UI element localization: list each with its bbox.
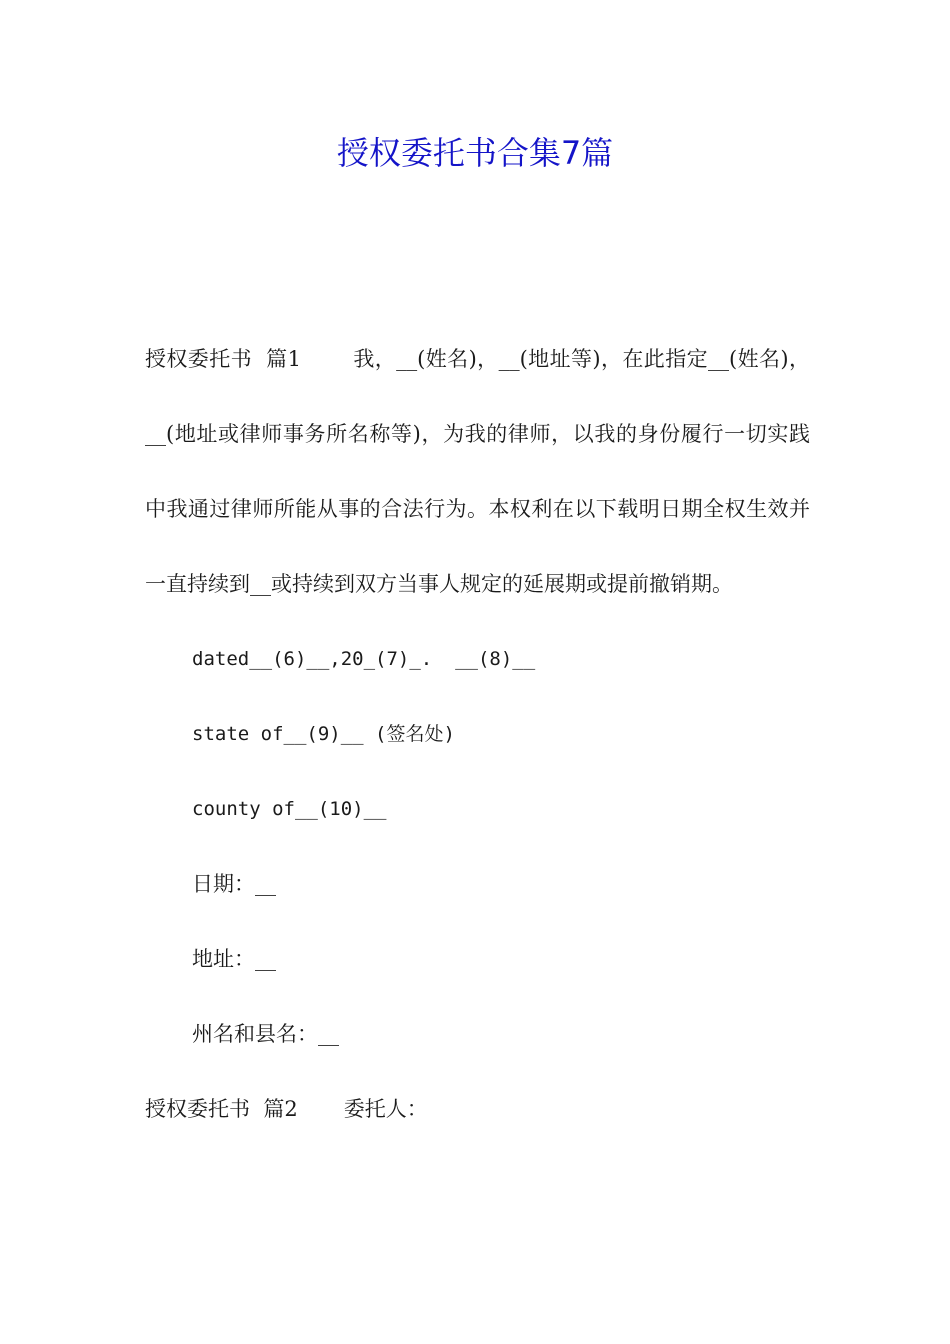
section-2-principal-label: 委托人： xyxy=(343,1097,428,1121)
state-line: state of__(9)__ (签名处) xyxy=(192,723,455,745)
county-line: county of__(10)__ xyxy=(192,798,387,820)
address-line: 地址：__ xyxy=(192,947,276,971)
section-1-text: 我，__(姓名)，__(地址等)，在此指定__(姓名)，__(地址或律师事务所名称等)，为我的律师，以我的身份履行一切实践中我通过律师所能从事的合法行为。本权利在以下载明日期全权生效并一直持续到__或持续到双方当事人规定的延展期或提前撤销期。 xyxy=(145,347,811,596)
document-body xyxy=(145,322,810,1147)
section-2-heading: 授权委托书 篇2 xyxy=(145,1097,298,1121)
section-2-paragraph xyxy=(145,1072,810,1147)
document-title: 授权委托书合集7篇 xyxy=(336,134,614,172)
dated-line: dated__(6)__,20_(7)_. __(8)__ xyxy=(192,648,536,670)
date-line: 日期：__ xyxy=(192,872,276,896)
section-1-paragraph xyxy=(145,322,810,622)
section-1-heading: 授权委托书 篇1 xyxy=(145,347,301,371)
state-county-name-line: 州名和县名：__ xyxy=(192,1022,339,1046)
